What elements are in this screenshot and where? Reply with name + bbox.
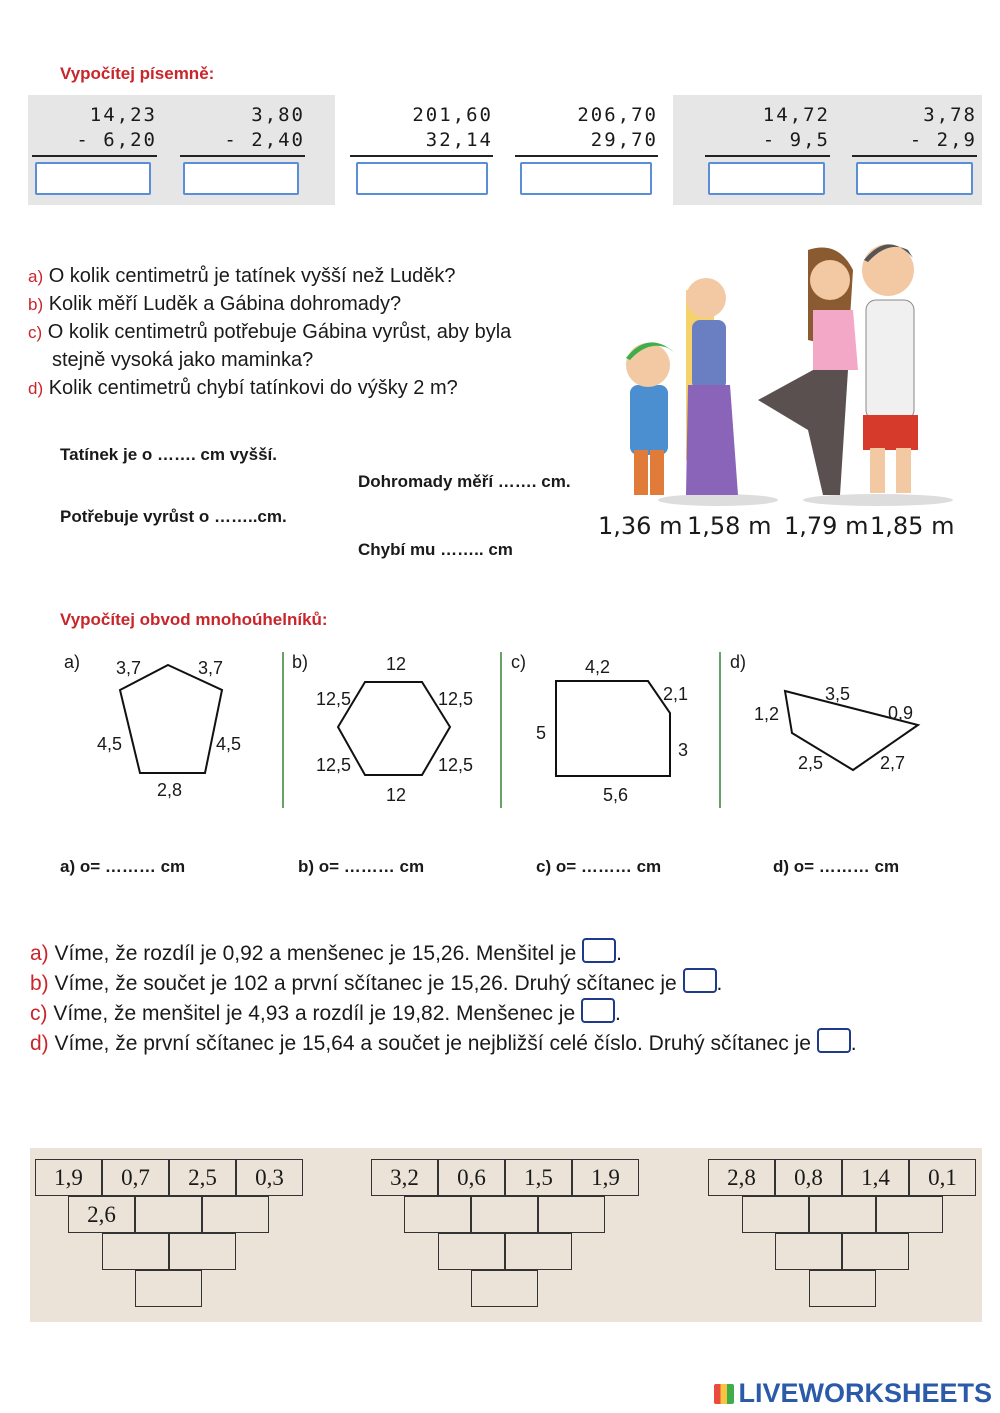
side-label: 1,2 — [754, 704, 780, 724]
answer-b: Dohromady měří ……. cm. — [358, 472, 571, 491]
perimeter-answer: d) o= ……… cm — [773, 857, 900, 876]
shape-label: d) — [730, 652, 747, 672]
side-label: 3 — [678, 740, 689, 760]
pyramid-cell: 2,6 — [68, 1196, 135, 1233]
side-label: 12,5 — [438, 689, 474, 709]
pyramid-cell[interactable] — [102, 1233, 169, 1270]
side-label: 4,5 — [97, 734, 123, 754]
answer-input[interactable] — [708, 162, 825, 195]
answer-box[interactable] — [817, 1028, 851, 1053]
pyramid-cell: 0,7 — [102, 1159, 169, 1196]
pyramid-cell: 0,6 — [438, 1159, 505, 1196]
family-illustration — [608, 230, 968, 515]
section3-heading: Vypočítej obvod mnohoúhelníků: — [60, 610, 328, 629]
side-label: 2,8 — [157, 780, 183, 800]
answer-a: Tatínek je o ……. cm vyšší. — [60, 445, 277, 464]
side-label: 4,5 — [216, 734, 242, 754]
question-a: a) O kolik centimetrů je tatínek vyšší než Luděk? — [28, 265, 456, 287]
pyramid-cell: 2,8 — [708, 1159, 775, 1196]
section1-heading: Vypočítej písemně: — [60, 64, 215, 83]
height-label: 1,79 m — [784, 512, 869, 540]
side-label: 4,2 — [585, 657, 611, 677]
side-label: 5,6 — [603, 785, 629, 805]
pyramid-cell[interactable] — [135, 1270, 202, 1307]
pyramid-cell[interactable] — [135, 1196, 202, 1233]
subtraction-problem: 3,80 - 2,40 — [180, 103, 305, 157]
cut-rectangle-shape — [550, 675, 680, 785]
shape-label: a) — [64, 652, 81, 672]
pyramid-cell: 1,5 — [505, 1159, 572, 1196]
pyramid-cell: 1,9 — [572, 1159, 639, 1196]
side-label: 12 — [386, 785, 407, 805]
pyramid-cell[interactable] — [742, 1196, 809, 1233]
side-label: 3,7 — [198, 658, 224, 678]
answer-box[interactable] — [582, 938, 616, 963]
shape-label: b) — [292, 652, 309, 672]
pyramid-cell[interactable] — [438, 1233, 505, 1270]
pyramid-cell[interactable] — [169, 1233, 236, 1270]
pyramid-cell: 2,5 — [169, 1159, 236, 1196]
pyramid-cell[interactable] — [876, 1196, 943, 1233]
question-c-cont: stejně vysoká jako maminka? — [52, 349, 314, 371]
side-label: 12,5 — [438, 755, 474, 775]
height-label: 1,85 m — [870, 512, 955, 540]
side-label: 12,5 — [316, 689, 352, 709]
answer-input[interactable] — [856, 162, 973, 195]
logo-icon — [714, 1384, 734, 1404]
question-b: b) Kolik měří Luděk a Gábina dohromady? — [28, 293, 402, 315]
divider — [282, 652, 284, 808]
perimeter-answer: a) o= ……… cm — [60, 857, 186, 876]
answer-d: Chybí mu …….. cm — [358, 540, 513, 559]
equation-b: b) Víme, že součet je 102 a první sčítanec je 15,26. Druhý sčítanec je . — [30, 968, 722, 999]
pyramid-cell: 1,9 — [35, 1159, 102, 1196]
pyramid-cell: 1,4 — [842, 1159, 909, 1196]
side-label: 5 — [536, 723, 547, 743]
answer-input[interactable] — [183, 162, 299, 195]
height-label: 1,36 m — [598, 512, 683, 540]
question-d: d) Kolik centimetrů chybí tatínkovi do výšky 2 m? — [28, 377, 458, 399]
side-label: 12,5 — [316, 755, 352, 775]
pyramid-cell[interactable] — [842, 1233, 909, 1270]
answer-box[interactable] — [581, 998, 615, 1023]
subtraction-problem: 201,60 32,14 — [350, 103, 493, 157]
question-c: c) O kolik centimetrů potřebuje Gábina vyrůst, aby byla — [28, 321, 512, 343]
side-label: 3,7 — [116, 658, 142, 678]
subtraction-problem: 3,78 - 2,9 — [852, 103, 977, 157]
subtraction-problem: 14,72 - 9,5 — [705, 103, 830, 157]
equation-c: c) Víme, že menšitel je 4,93 a rozdíl je 19,82. Menšenec je . — [30, 998, 621, 1029]
pyramid-cell[interactable] — [809, 1196, 876, 1233]
divider — [500, 652, 502, 808]
side-label: 2,1 — [663, 684, 689, 704]
liveworksheets-logo[interactable]: LIVEWORKSHEETS — [714, 1378, 992, 1409]
answer-input[interactable] — [520, 162, 652, 195]
subtraction-problem: 14,23 - 6,20 — [32, 103, 157, 157]
perimeter-answer: b) o= ……… cm — [298, 857, 425, 876]
answer-c: Potřebuje vyrůst o ……..cm. — [60, 507, 287, 526]
equation-a: a) Víme, že rozdíl je 0,92 a menšenec je 15,26. Menšitel je . — [30, 938, 622, 969]
pyramid-cell[interactable] — [404, 1196, 471, 1233]
equation-d: d) Víme, že první sčítanec je 15,64 a součet je nejbližší celé číslo. Druhý sčítanec je . — [30, 1028, 857, 1059]
side-label: 3,5 — [825, 684, 851, 704]
side-label: 2,5 — [798, 753, 824, 773]
answer-input[interactable] — [35, 162, 151, 195]
subtraction-problem: 206,70 29,70 — [515, 103, 658, 157]
answer-box[interactable] — [683, 968, 717, 993]
pyramid-cell: 0,8 — [775, 1159, 842, 1196]
perimeter-answer: c) o= ……… cm — [536, 857, 662, 876]
answer-input[interactable] — [356, 162, 488, 195]
side-label: 12 — [386, 654, 407, 674]
height-label: 1,58 m — [687, 512, 772, 540]
pyramid-cell[interactable] — [471, 1270, 538, 1307]
side-label: 2,7 — [880, 753, 906, 773]
divider — [719, 652, 721, 808]
pyramid-cell[interactable] — [505, 1233, 572, 1270]
pyramid-cell[interactable] — [538, 1196, 605, 1233]
pyramid-cell: 0,3 — [236, 1159, 303, 1196]
pyramid-cell: 3,2 — [371, 1159, 438, 1196]
side-label: 0,9 — [888, 703, 914, 723]
pyramid-cell[interactable] — [471, 1196, 538, 1233]
pyramid-cell[interactable] — [809, 1270, 876, 1307]
pyramid-cell: 0,1 — [909, 1159, 976, 1196]
pyramid-cell[interactable] — [775, 1233, 842, 1270]
shape-label: c) — [511, 652, 526, 672]
pyramid-cell[interactable] — [202, 1196, 269, 1233]
